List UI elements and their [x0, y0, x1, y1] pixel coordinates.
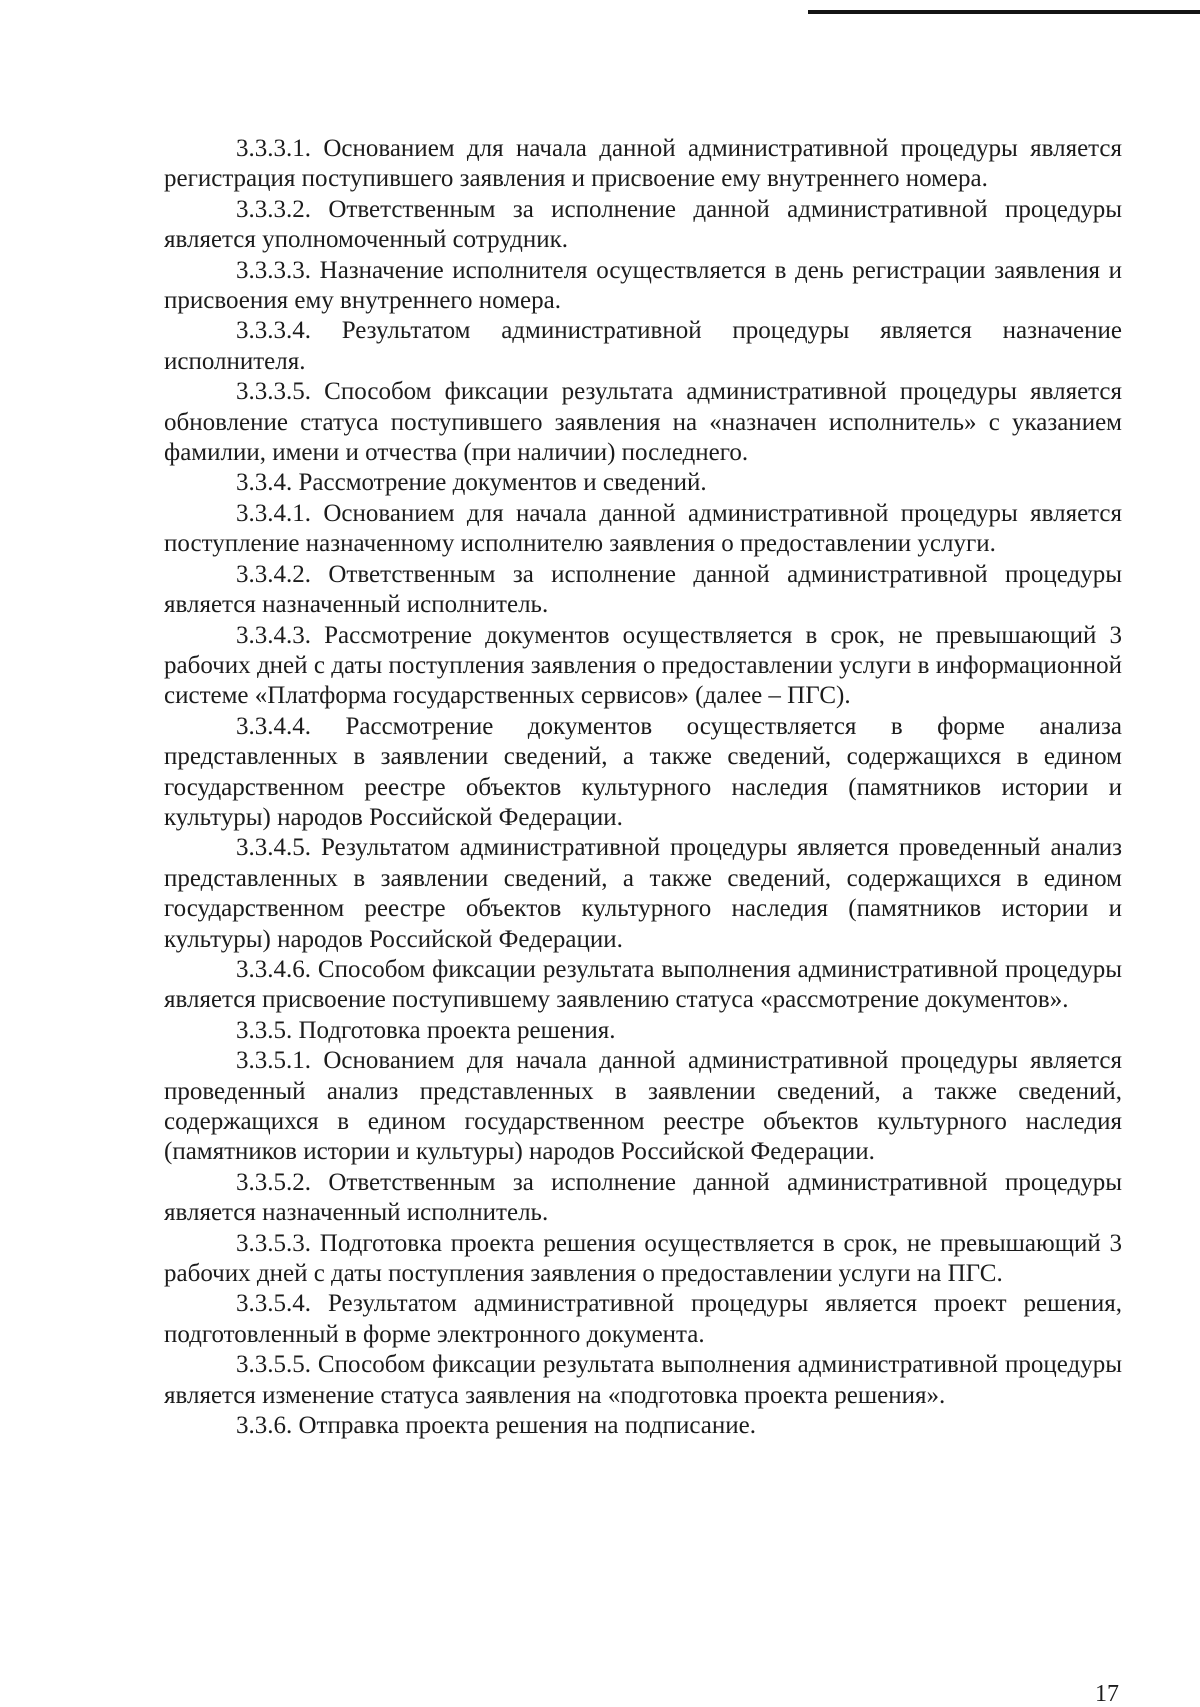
paragraph-3-3-4-4: 3.3.4.4. Рассмотрение документов осуществляется в форме анализа представленных в заявлении сведений, а также сведений, содержащихся в едином государственном реестре объектов культурного наследия (памятников истории и культуры) народов Российской Федерации. — [164, 712, 1122, 831]
section-heading-3-3-5: 3.3.5. Подготовка проекта решения. — [236, 1016, 616, 1044]
paragraph-3-3-5-3: 3.3.5.3. Подготовка проекта решения осуществляется в срок, не превышающий 3 рабочих дней с даты поступления заявления о предоставлении услуги на ПГС. — [164, 1229, 1122, 1288]
paragraph-3-3-4-2: 3.3.4.2. Ответственным за исполнение данной административной процедуры является назначенный исполнитель. — [164, 560, 1122, 619]
paragraph-3-3-3-5: 3.3.3.5. Способом фиксации результата административной процедуры является обновление статуса поступившего заявления на «назначен исполнитель» с указанием фамилии, имени и отчества (при наличии) последнего. — [164, 378, 1122, 467]
paragraph-3-3-3-4: 3.3.3.4. Результатом административной процедуры является назначение исполнителя. — [164, 317, 1122, 375]
paragraph-3-3-5-4: 3.3.5.4. Результатом административной процедуры является проект решения, подготовленный в форме электронного документа. — [164, 1290, 1122, 1348]
page-number: 17 — [1095, 1681, 1119, 1707]
header-rule — [808, 10, 1200, 14]
paragraph-3-3-5-5: 3.3.5.5. Способом фиксации результата выполнения административной процедуры является изменение статуса заявления на «подготовка проекта решения». — [164, 1351, 1122, 1409]
document-body — [164, 134, 1122, 1441]
paragraph-3-3-4-1: 3.3.4.1. Основанием для начала данной административной процедуры является поступление назначенному исполнителю заявления о предоставлении услуги. — [164, 499, 1122, 558]
paragraph-3-3-3-2: 3.3.3.2. Ответственным за исполнение данной административной процедуры является уполномоченный сотрудник. — [164, 195, 1122, 254]
paragraph-3-3-4-3: 3.3.4.3. Рассмотрение документов осуществляется в срок, не превышающий 3 рабочих дней с даты поступления заявления о предоставлении услуги в информационной системе «Платформа государственных сервисов» (далее – ПГС). — [164, 621, 1122, 710]
paragraph-3-3-3-3: 3.3.3.3. Назначение исполнителя осуществляется в день регистрации заявления и присвоения ему внутреннего номера. — [164, 256, 1122, 315]
paragraph-3-3-3-1: 3.3.3.1. Основанием для начала данной административной процедуры является регистрация поступившего заявления и присвоение ему внутреннего номера. — [164, 135, 1122, 193]
paragraph-3-3-5-1: 3.3.5.1. Основанием для начала данной административной процедуры является проведенный анализ представленных в заявлении сведений, а также сведений, содержащихся в едином государственном реестре объектов культурного наследия (памятников истории и культуры) народов Российской Федерации. — [164, 1047, 1122, 1166]
paragraph-3-3-5-2: 3.3.5.2. Ответственным за исполнение данной административной процедуры является назначенный исполнитель. — [164, 1168, 1122, 1227]
paragraph-3-3-4-5: 3.3.4.5. Результатом административной процедуры является проведенный анализ представленных в заявлении сведений, а также сведений, содержащихся в едином государственном реестре объектов культурного наследия (памятников истории и культуры) народов Российской Федерации. — [164, 834, 1122, 953]
paragraph-3-3-4-6: 3.3.4.6. Способом фиксации результата выполнения административной процедуры является присвоение поступившему заявлению статуса «рассмотрение документов». — [164, 955, 1122, 1014]
section-heading-3-3-4: 3.3.4. Рассмотрение документов и сведений. — [236, 469, 707, 497]
section-heading-3-3-6: 3.3.6. Отправка проекта решения на подписание. — [236, 1412, 756, 1440]
